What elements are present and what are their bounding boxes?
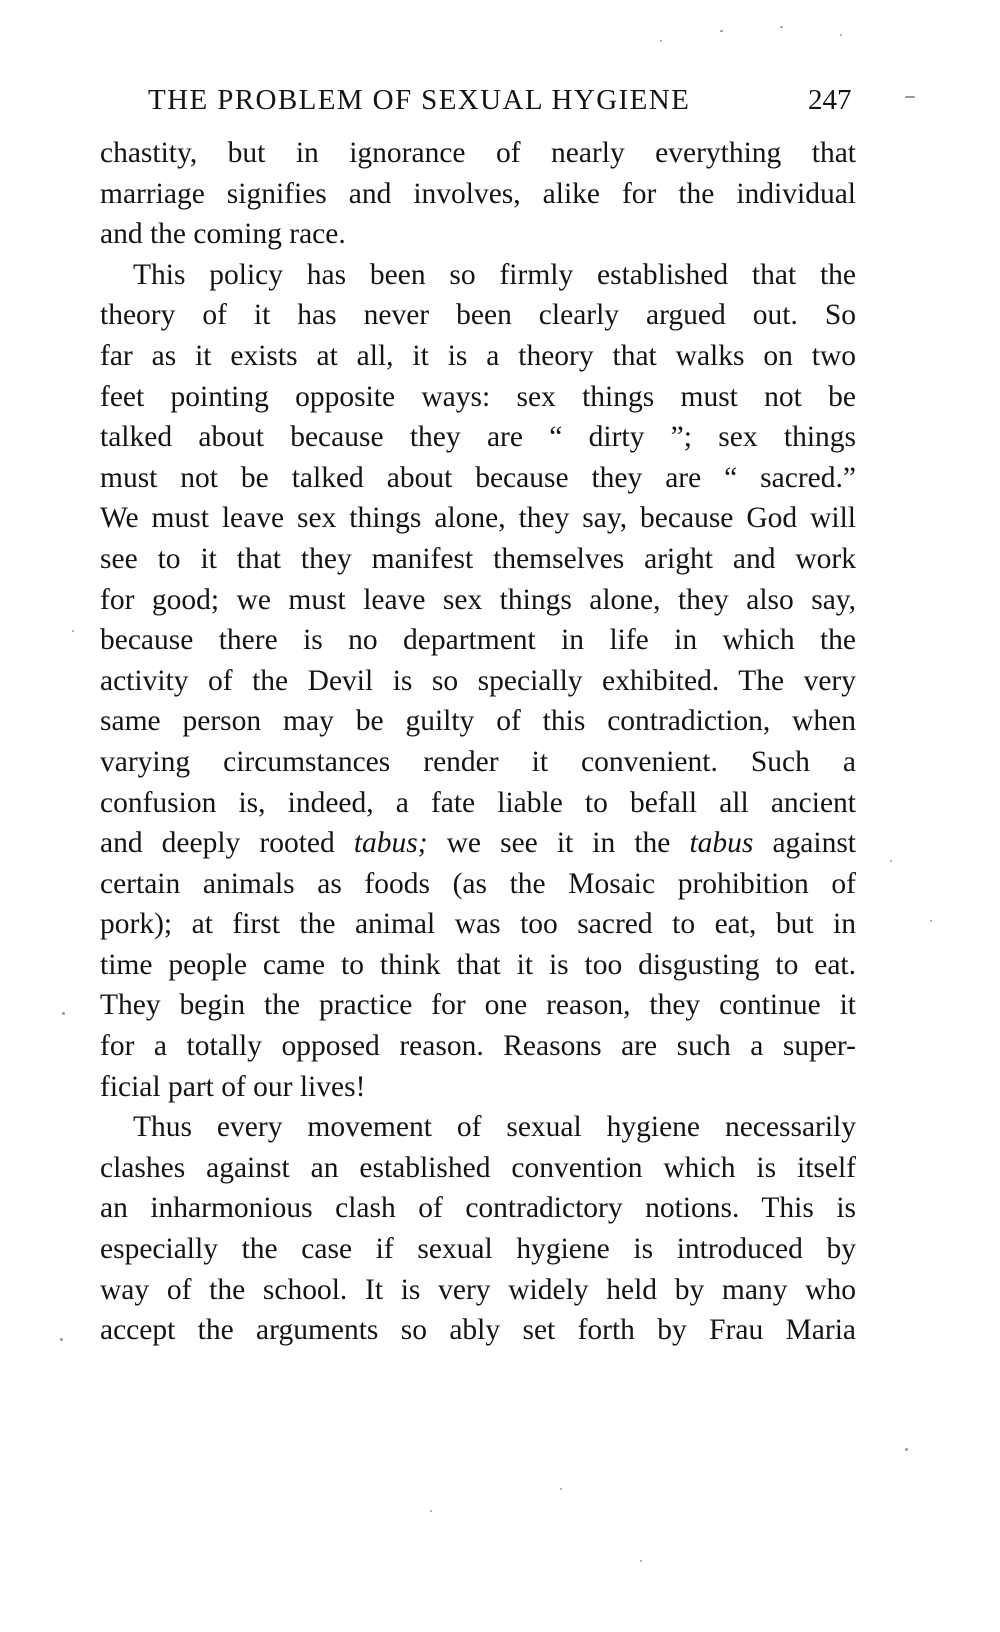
text-line: far as it exists at all, it is a theory that walks on two	[100, 339, 856, 372]
text-run: and deeply rooted	[100, 827, 354, 860]
scan-speck	[905, 96, 915, 98]
text-line: for good; we must leave sex things alone, they also say,	[100, 583, 856, 616]
page-number: 247	[808, 84, 852, 116]
text-line: varying circumstances render it convenient. Such a	[100, 745, 856, 778]
scan-speck	[780, 26, 783, 28]
text-line: Thus every movement of sexual hygiene necessarily	[133, 1111, 856, 1144]
text-line: theory of it has never been clearly argued out. So	[100, 299, 856, 332]
text-run: we see it in the	[427, 827, 690, 860]
italic-term: tabus;	[353, 827, 428, 860]
running-head	[148, 78, 878, 122]
text-line: chastity, but in ignorance of nearly everything that	[100, 137, 856, 169]
text-line: accept the arguments so ably set forth by Frau Maria	[100, 1314, 856, 1347]
text-line: and the coming race.	[100, 218, 346, 251]
text-line: marriage signifies and involves, alike for the individual	[100, 177, 856, 210]
italic-term: tabus	[689, 827, 754, 860]
text-line: must not be talked about because they are “ sacred.”	[100, 461, 856, 494]
scan-speck	[62, 1012, 65, 1015]
text-line: certain animals as foods (as the Mosaic prohibition of	[100, 867, 856, 900]
scan-speck	[905, 1448, 908, 1451]
scan-speck	[560, 1488, 562, 1490]
text-line	[100, 823, 856, 864]
text-line: activity of the Devil is so specially exhibited. The very	[100, 664, 856, 697]
text-line: talked about because they are “ dirty ”; sex things	[100, 421, 856, 454]
text-line: ficial part of our lives!	[100, 1070, 366, 1103]
text-line: pork); at first the animal was too sacred to eat, but in	[100, 908, 856, 941]
scan-speck	[430, 1510, 432, 1512]
text-line: an inharmonious clash of contradictory notions. This is	[100, 1192, 856, 1225]
text-line: time people came to think that it is too disgusting to eat.	[100, 948, 856, 981]
text-run: against	[753, 827, 857, 860]
scan-speck	[930, 920, 932, 922]
scan-speck	[660, 40, 662, 42]
scan-speck	[72, 630, 74, 632]
text-line: same person may be guilty of this contradiction, when	[100, 705, 856, 738]
text-line: clashes against an established convention which is itself	[100, 1151, 856, 1184]
text-line: confusion is, indeed, a fate liable to befall all ancient	[100, 786, 856, 819]
scan-speck	[890, 860, 892, 862]
running-head-title: THE PROBLEM OF SEXUAL HYGIENE	[148, 84, 691, 116]
text-line: This policy has been so firmly established that the	[133, 258, 856, 291]
scan-speck	[640, 1560, 642, 1562]
text-line: especially the case if sexual hygiene is introduced by	[100, 1233, 856, 1266]
scan-speck	[720, 30, 723, 32]
text-line: because there is no department in life in which the	[100, 624, 856, 657]
text-line: They begin the practice for one reason, they continue it	[100, 989, 856, 1022]
text-line: see to it that they manifest themselves aright and work	[100, 542, 856, 575]
text-line: for a totally opposed reason. Reasons are such a super-	[100, 1030, 856, 1063]
scan-speck	[840, 34, 842, 36]
body-text	[100, 133, 856, 1351]
scan-speck	[60, 1338, 63, 1341]
text-line: feet pointing opposite ways: sex things must not be	[100, 380, 856, 413]
text-line: way of the school. It is very widely held by many who	[100, 1273, 856, 1306]
text-line: We must leave sex things alone, they say, because God will	[100, 502, 856, 535]
